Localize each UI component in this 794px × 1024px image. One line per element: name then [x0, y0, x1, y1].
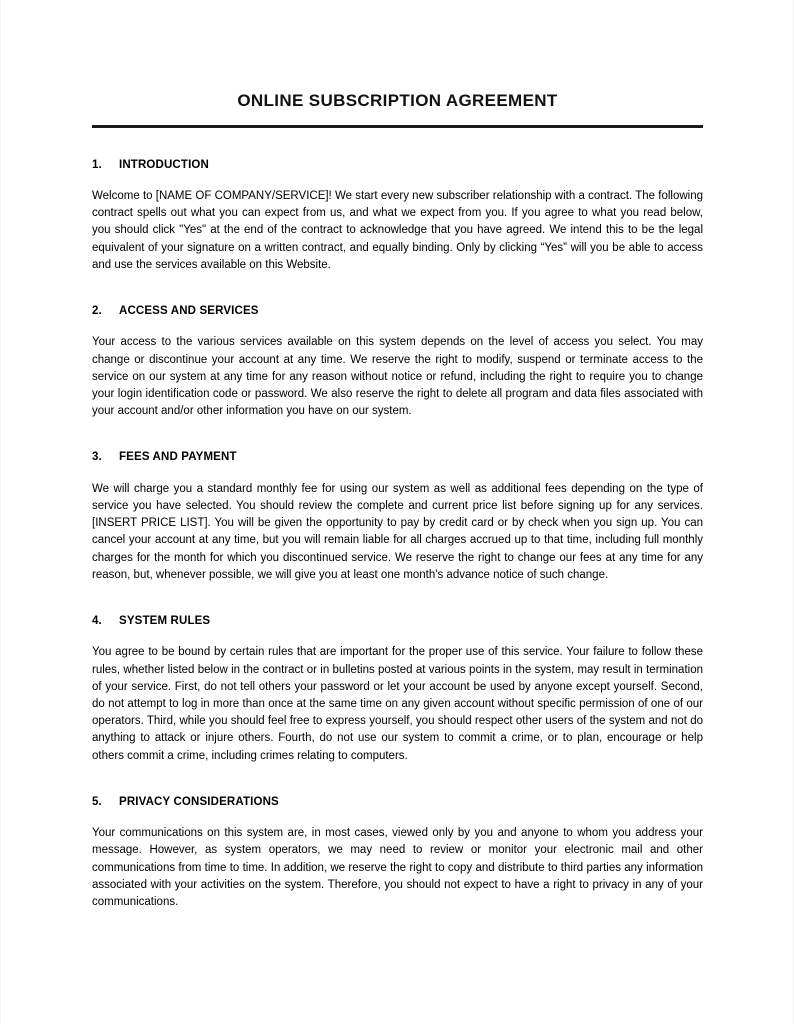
section-title: ACCESS AND SERVICES: [119, 305, 259, 318]
section-access-and-services: [92, 304, 703, 420]
section-number: 4.: [92, 615, 102, 628]
section-title: PRIVACY CONSIDERATIONS: [119, 795, 279, 808]
section-title: FEES AND PAYMENT: [119, 451, 237, 464]
section-paragraph: You agree to be bound by certain rules that are important for the proper use of this service. Your failure to follow these rules, whether listed below in the contract or in bulletins posted at various points in the system, may result in termination of your service. First, do not tell others your password or let your account be used by anyone except yourself. Second, do not attempt to log in more than once at the same time on any given account without specific permission of one of our operators. Third, while you should feel free to express yourself, you should respect other users of the system and not do anything to attack or injure others. Fourth, do not use our system to commit a crime, or to plan, encourage or help others commit a crime, including crimes relating to computers.: [92, 646, 703, 762]
section-heading: [92, 614, 703, 628]
section-paragraph: We will charge you a standard monthly fee for using our system as well as additional fees depending on the type of service you have selected. You should review the complete and current price list before signing up for any services. [INSERT PRICE LIST]. You will be given the opportunity to pay by credit card or by check when you sign up. You can cancel your account at any time, but you will remain liable for all charges accrued up to that time, including full monthly charges for the month for which you discontinued service. We reserve the right to change our fees at any time for any reason, but, whenever possible, we will give you at least one month's advance notice of such change.: [92, 482, 703, 581]
section-number: 5.: [92, 795, 102, 808]
section-number: 3.: [92, 451, 102, 464]
section-title: INTRODUCTION: [119, 158, 209, 171]
section-paragraph: Your access to the various services available on this system depends on the level of access you select. You may change or discontinue your account at any time. We reserve the right to modify, suspend or terminate access to the service on our system at any time for any reason without notice or refund, including the right to require you to change your login identification code or password. We also reserve the right to delete all program and data files associated with your account and/or other information you have on our system.: [92, 336, 703, 418]
section-heading: [92, 304, 703, 318]
page-title: ONLINE SUBSCRIPTION AGREEMENT: [237, 91, 558, 110]
section-title: SYSTEM RULES: [119, 615, 211, 628]
section-number: 2.: [92, 305, 102, 318]
section-fees-and-payment: [92, 450, 703, 584]
section-paragraph: Welcome to [NAME OF COMPANY/SERVICE]! We start every new subscriber relationship with a contract. The following contract spells out what you can expect from us, and what we expect from you. If you agree to what you read below, you should click "Yes" at the end of the contract to acknowledge that you have agreed. We intend this to be the legal equivalent of your signature on a written contract, and equally binding. Only by clicking “Yes” will you be able to access and use the services available on this Website.: [92, 190, 703, 271]
section-paragraph: Your communications on this system are, in most cases, viewed only by you and anyone to whom you address your message. However, as system operators, we may need to review or monitor your electronic mail and other communications from time to time. In addition, we reserve the right to copy and distribute to third parties any information associated with your activities on the system. Therefore, you should not expect to have a right to privacy in any of your communications.: [92, 827, 703, 909]
page-edge-left: [0, 0, 1, 1024]
document-content: [92, 0, 703, 923]
section-number: 1.: [92, 158, 102, 171]
section-heading: [92, 158, 703, 172]
section-privacy-considerations: [92, 795, 703, 911]
section-heading: [92, 450, 703, 464]
title-divider: [92, 125, 703, 128]
section-heading: [92, 795, 703, 809]
section-system-rules: [92, 614, 703, 765]
section-introduction: [92, 158, 703, 274]
